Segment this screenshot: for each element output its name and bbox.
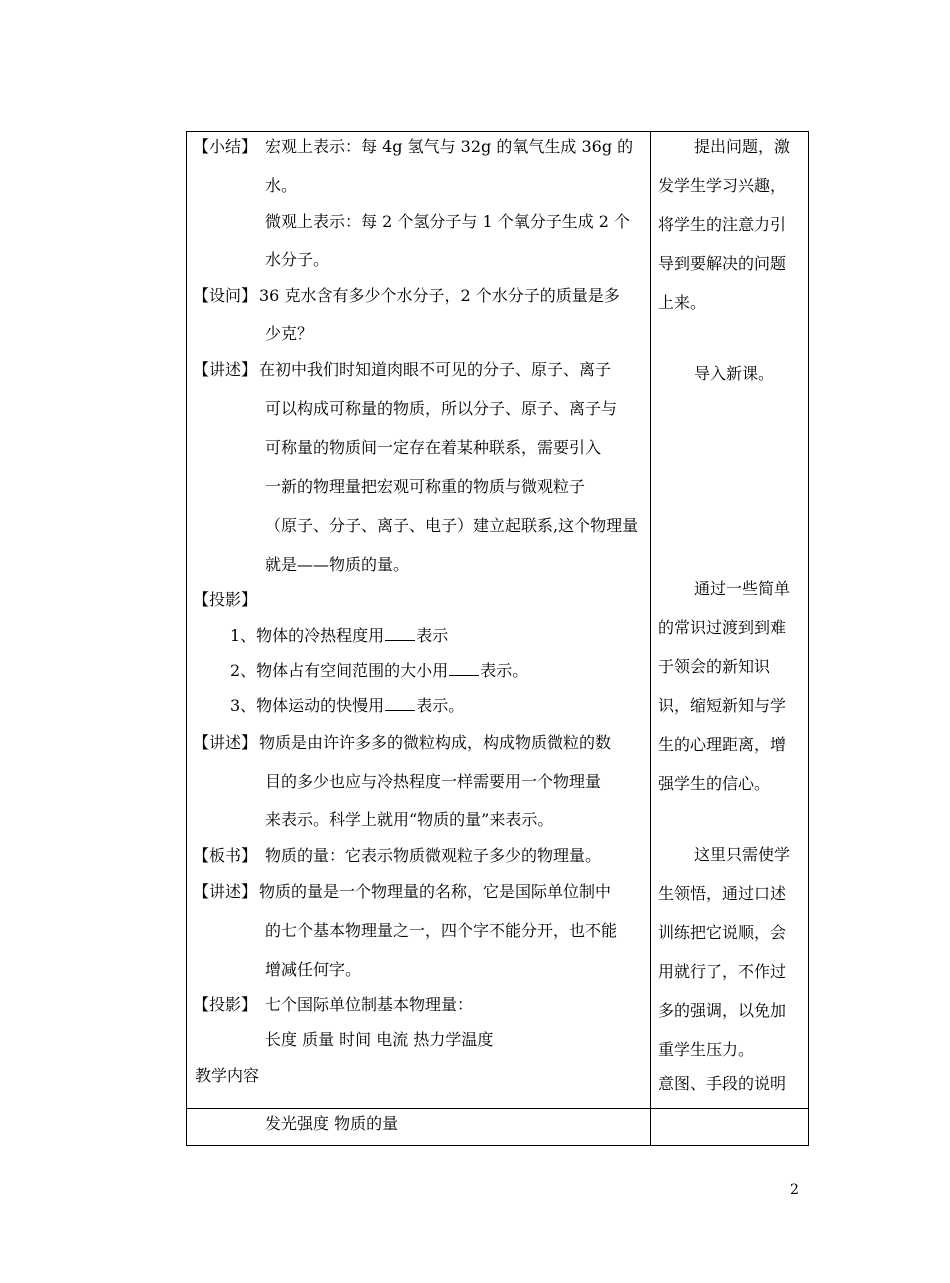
text-line: 七个国际单位制基本物理量： xyxy=(265,995,474,1014)
label-narration: 【讲述】 xyxy=(193,733,258,752)
text-line: 微观上表示：每 2 个氢分子与 1 个氧分子生成 2 个 xyxy=(265,212,631,231)
text-line: 长度 质量 时间 电流 热力学温度 xyxy=(265,1030,494,1049)
text-line: 水。 xyxy=(265,176,298,195)
note-line: 将学生的注意力引 xyxy=(658,215,787,234)
text-line: 可称量的物质间一定存在着某种联系，需要引入 xyxy=(265,438,602,457)
row-divider xyxy=(186,1108,809,1109)
column-header-notes: 意图、手段的说明 xyxy=(658,1074,787,1093)
text-line: 可以构成可称量的物质，所以分子、原子、离子与 xyxy=(265,399,618,418)
label-projection: 【投影】 xyxy=(193,590,258,609)
text-line: 发光强度 物质的量 xyxy=(265,1114,399,1133)
text-line: 在初中我们时知道肉眼不可见的分子、原子、离子 xyxy=(259,360,612,379)
note-line: 于领会的新知识 xyxy=(658,657,771,676)
text-line: 宏观上表示：每 4g 氢气与 32g 的氧气生成 36g 的 xyxy=(265,137,634,156)
note-line: 生的心理距离，增 xyxy=(658,735,787,754)
text-line: 一新的物理量把宏观可称重的物质与微观粒子 xyxy=(265,477,586,496)
note-line: 上来。 xyxy=(658,293,707,312)
label-narration: 【讲述】 xyxy=(193,882,258,901)
note-line: 重学生压力。 xyxy=(658,1040,755,1059)
note-line: 生领悟，通过口述 xyxy=(658,884,787,903)
text-line: 增减任何字。 xyxy=(265,960,362,979)
note-line: 通过一些简单 xyxy=(694,579,791,598)
label-projection: 【投影】 xyxy=(193,995,258,1014)
question-2: 2、物体占有空间范围的大小用 表示。 xyxy=(230,661,529,680)
text-line: 就是——物质的量。 xyxy=(265,555,410,574)
note-line: 这里只需使学 xyxy=(694,845,791,864)
note-line: 发学生学习兴趣， xyxy=(658,176,787,195)
note-line: 多的强调，以免加 xyxy=(658,1001,787,1020)
text-line: 物质的量是一个物理量的名称，它是国际单位制中 xyxy=(259,882,612,901)
note-line: 的常识过渡到到难 xyxy=(658,618,787,637)
text-line: 水分子。 xyxy=(265,250,330,269)
text-line: 物质是由许许多多的微粒构成，构成物质微粒的数 xyxy=(259,733,612,752)
note-line: 识，缩短新知与学 xyxy=(658,696,787,715)
note-line: 强学生的信心。 xyxy=(658,774,771,793)
note-line: 导到要解决的问题 xyxy=(658,254,787,273)
label-narration: 【讲述】 xyxy=(193,360,258,379)
label-question: 【设问】 xyxy=(193,286,258,305)
question-1: 1、物体的冷热程度用 表示 xyxy=(230,626,449,645)
note-line: 提出问题，激 xyxy=(694,137,791,156)
note-line: 导入新课。 xyxy=(694,364,775,383)
question-3: 3、物体运动的快慢用 表示。 xyxy=(230,696,465,715)
label-board: 【板书】 xyxy=(193,846,258,865)
note-line: 训练把它说顺，会 xyxy=(658,923,787,942)
text-line: 少克？ xyxy=(265,324,314,343)
note-line: 用就行了，不作过 xyxy=(658,962,787,981)
text-line: （原子、分子、离子、电子）建立起联系,这个物理量 xyxy=(265,516,639,535)
text-line: 来表示。科学上就用“物质的量”来表示。 xyxy=(265,810,554,829)
text-line: 的七个基本物理量之一，四个字不能分开，也不能 xyxy=(265,921,618,940)
page-number: 2 xyxy=(790,1182,799,1198)
text-line: 物质的量：它表示物质微观粒子多少的物理量。 xyxy=(265,846,602,865)
text-line: 目的多少也应与冷热程度一样需要用一个物理量 xyxy=(265,772,602,791)
text-line: 36 克水含有多少个水分子，2 个水分子的质量是多 xyxy=(259,286,620,305)
column-header-content: 教学内容 xyxy=(195,1066,260,1085)
label-summary: 【小结】 xyxy=(193,137,258,156)
column-divider xyxy=(650,131,651,1146)
